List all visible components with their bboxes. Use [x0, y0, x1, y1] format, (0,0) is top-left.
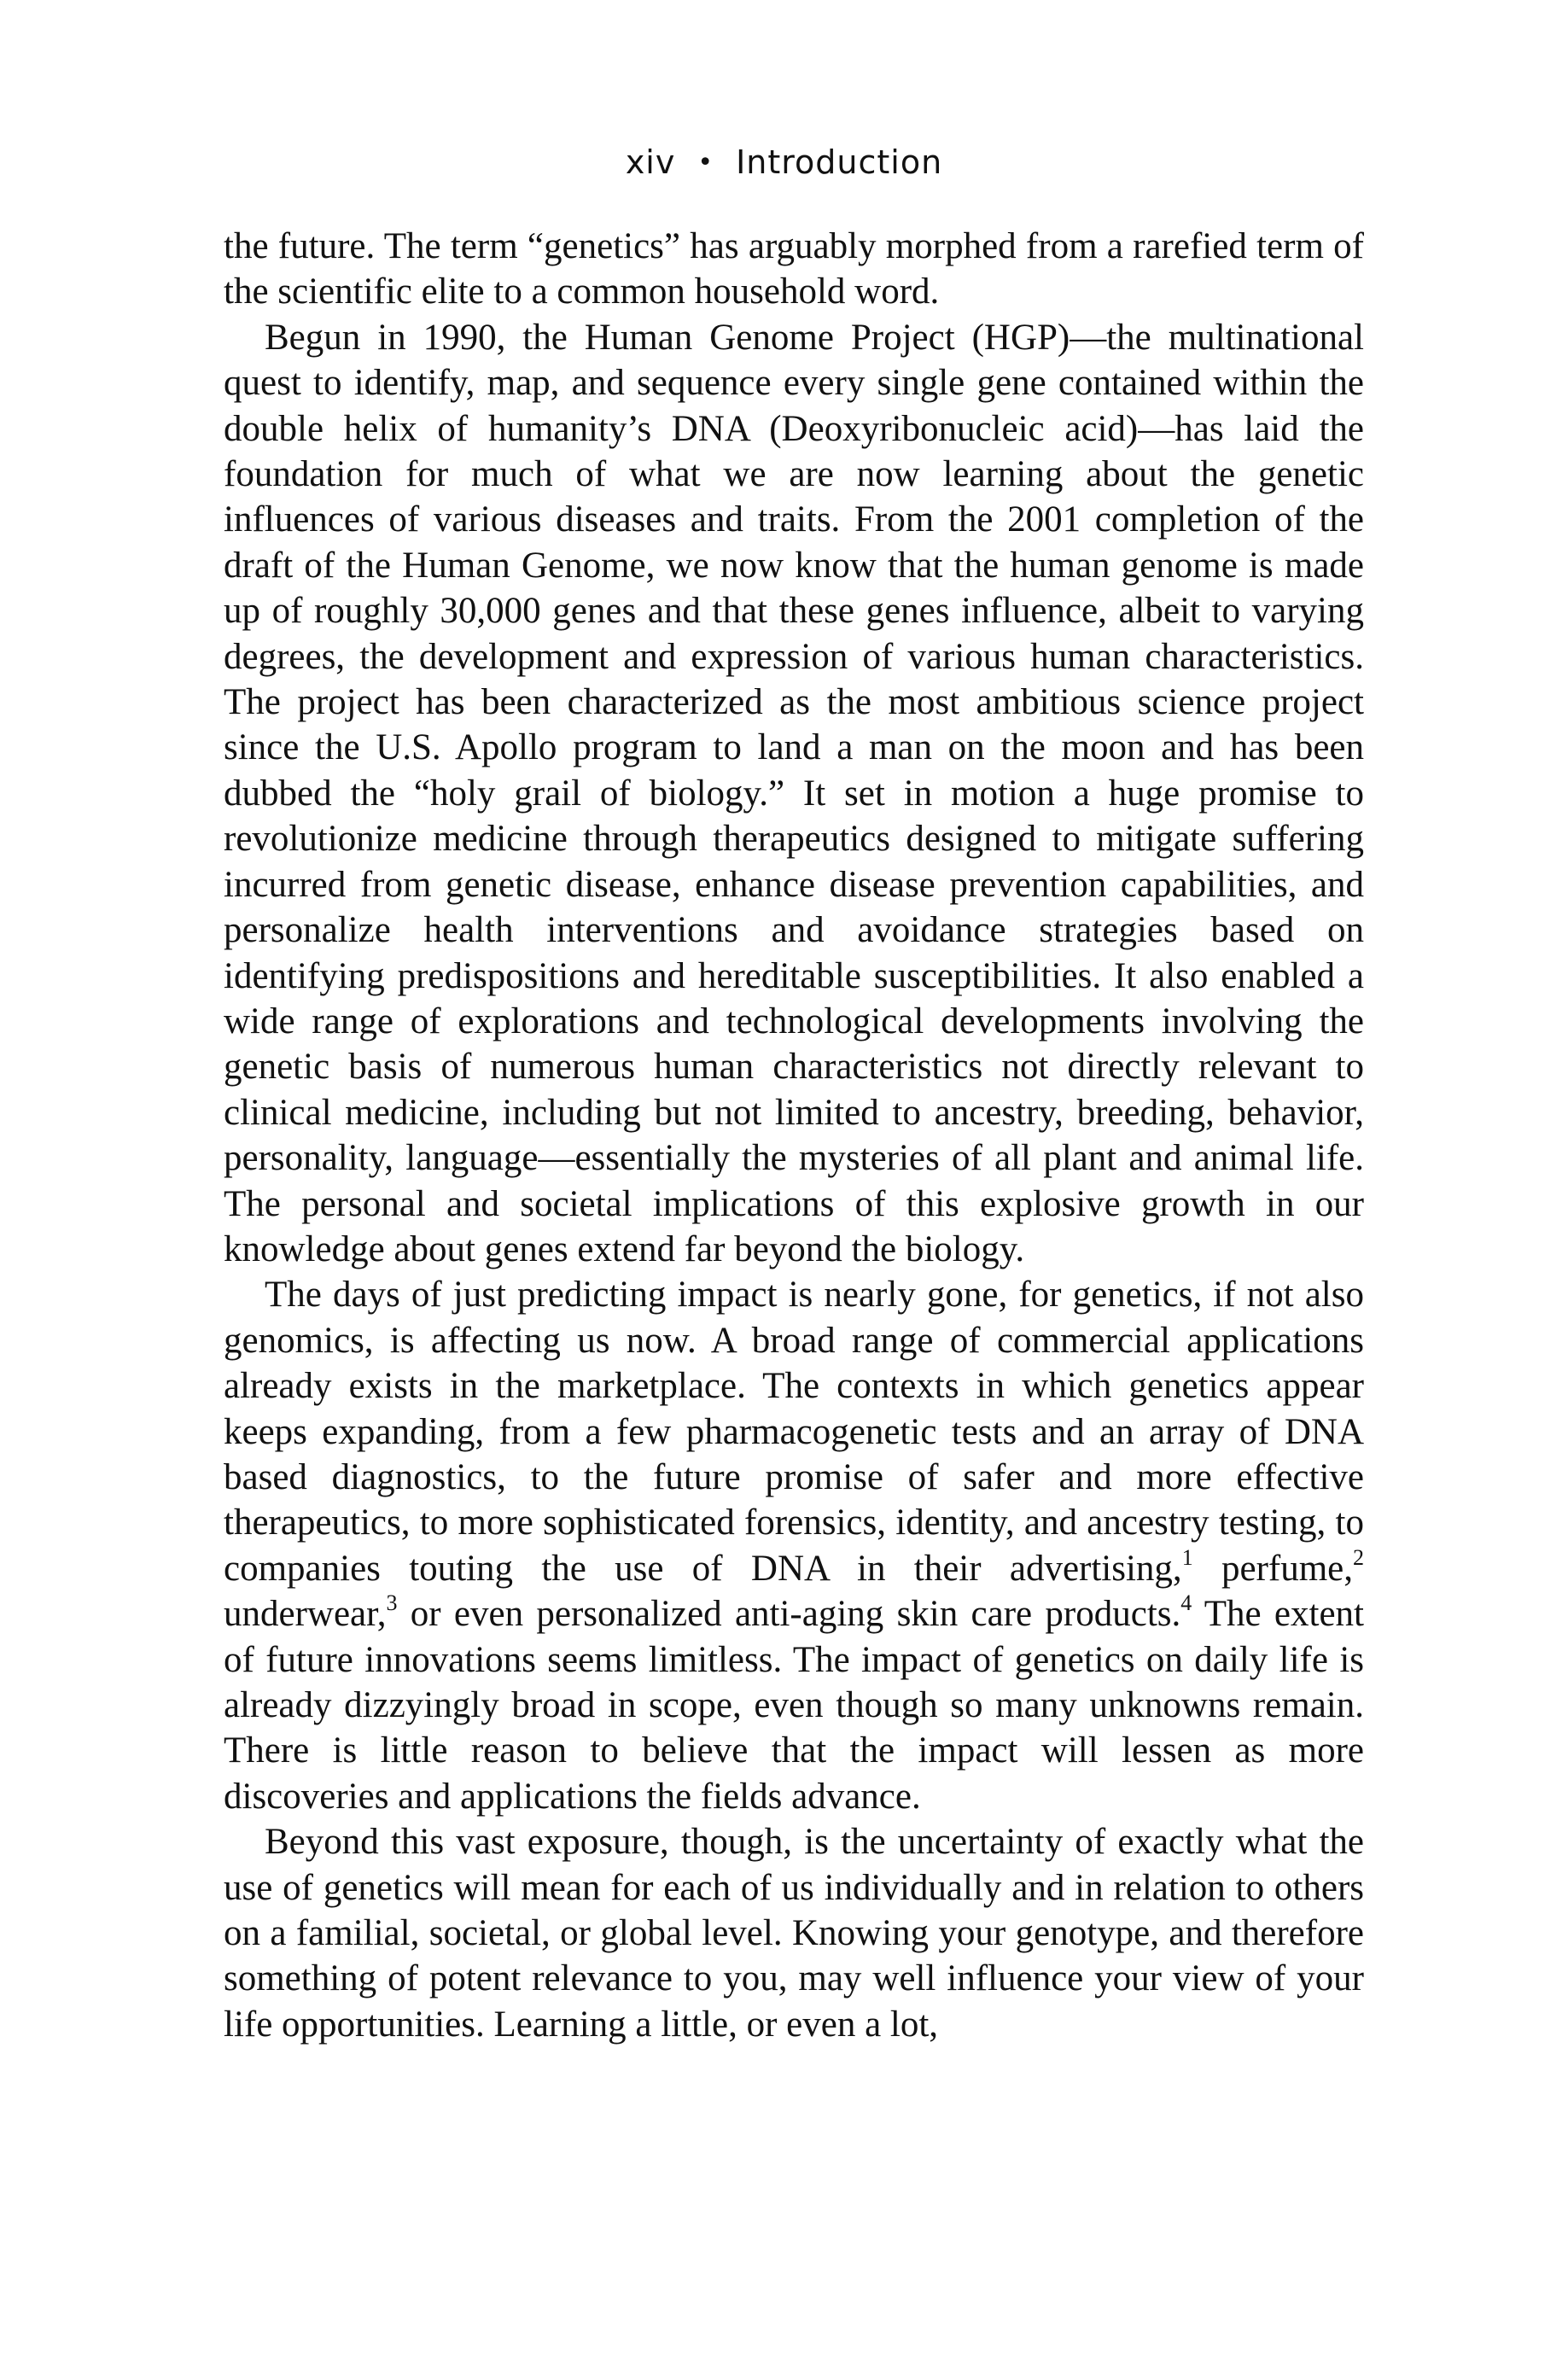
page-folio: xiv: [625, 143, 676, 181]
footnote-ref: 1: [1181, 1544, 1193, 1570]
body-text: [224, 224, 1364, 2047]
text-run: The days of just predicting impact is nearly gone, for genetics, if not also genomics, is affecting us now. A broad range of commercial applications already exists in the marketplace. The contexts in which genetics appear keeps expanding, from a few pharmacogenetic tests and an array of DNA based diagnostics, to the future promise of safer and more effective therapeutics, to more sophisticated forensics, identity, and ancestry testing, to companies touting the use of DNA in their advertising,: [224, 1275, 1364, 1589]
text-run: Beyond this vast exposure, though, is the uncertainty of exactly what the use of genetics will mean for each of us individually and in relation to others on a familial, societal, or global level. Knowing your genotype, and therefore something of potent relevance to you, may well influence your view of your life opportunities. Learning a little, or even a lot,: [224, 1822, 1364, 2045]
text-run: Begun in 1990, the Human Genome Project (HGP)—the multinational quest to identify, map, and sequence every single gene contained within the double helix of humanity’s DNA (Deoxyribonucleic acid)—has laid the foundation for much of what we are now learning about the genetic influences of various diseases and traits. From the 2001 completion of the draft of the Human Genome, we now know that the human genome is made up of roughly 30,000 genes and that these genes influence, albeit to varying degrees, the development and expression of various human characteristics. The project has been characterized as the most ambitious science project since the U.S. Apollo program to land a man on the moon and has been dubbed the “holy grail of biology.” It set in motion a huge promise to revolutionize medicine through therapeutics designed to mitigate suffering incurred from genetic disease, enhance disease prevention capabilities, and personalize health interventions and avoidance strategies based on identifying predispositions and hereditable susceptibilities. It also enabled a wide range of explorations and technological developments involving the genetic basis of numerous human characteristics not directly relevant to clinical medicine, including but not limited to ancestry, breeding, behavior, personality, language—essentially the mysteries of all plant and animal life. The personal and societal implications of this explosive growth in our knowledge about genes extend far beyond the biology.: [224, 317, 1364, 1269]
text-run: or even personalized anti-aging skin care products.: [397, 1594, 1181, 1635]
text-run: perfume,: [1192, 1548, 1353, 1589]
running-head: [0, 143, 1568, 181]
section-title: Introduction: [736, 143, 943, 181]
paragraph-hgp: [224, 315, 1364, 1273]
paragraph-uncertainty: [224, 1819, 1364, 2047]
text-run: The extent of future innovations seems limitless. The impact of genetics on daily life is already dizzyingly broad in scope, even though so many unknowns remain. There is little reason to believe that the impact will lessen as more discoveries and applications the fields advance.: [224, 1594, 1364, 1817]
paragraph-continued: [224, 224, 1364, 315]
footnote-ref: 4: [1180, 1590, 1192, 1616]
text-run: the future. The term “genetics” has arguably morphed from a rarefied term of the scientific elite to a common household word.: [224, 226, 1364, 312]
paragraph-impact: [224, 1272, 1364, 1819]
footnote-ref: 3: [386, 1590, 398, 1616]
footnote-ref: 2: [1353, 1544, 1364, 1570]
bullet-separator-icon: •: [697, 148, 714, 178]
text-run: underwear,: [224, 1594, 387, 1635]
